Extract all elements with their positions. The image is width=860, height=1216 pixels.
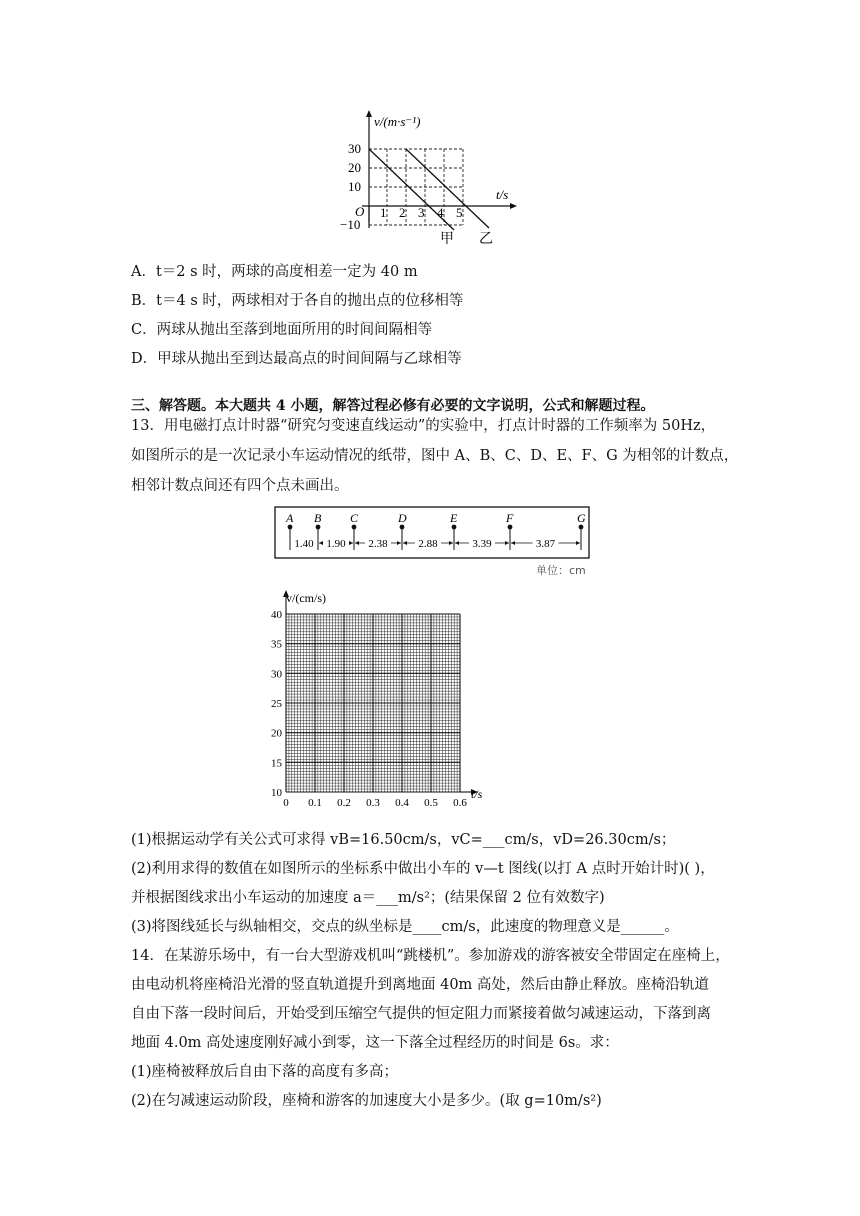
vt-y-label: v/(m·s⁻¹) [374, 114, 421, 129]
vt-chart [336, 104, 536, 250]
tape-distance: 2.88 [418, 538, 438, 550]
tape-unit: 单位：cm [536, 564, 586, 577]
series-jia-label: 甲 [440, 232, 454, 247]
grid-y-tick: 35 [271, 638, 282, 651]
tape-arrow [319, 541, 323, 545]
vt-x-arrow [510, 203, 517, 209]
option-a: A．t＝2 s 时，两球的高度相差一定为 40 m [131, 264, 418, 280]
q13-line: 如图所示的是一次记录小车运动情况的纸带，图中 A、B、C、D、E、F、G 为相邻的计数点， [131, 448, 739, 464]
grid-x-label: t/s [471, 787, 483, 801]
grid-x-tick: 0.5 [424, 797, 438, 809]
grid-x-tick: 0 [283, 797, 289, 809]
tape-distance: 1.90 [326, 538, 346, 550]
grid-x-tick: 0.6 [453, 797, 467, 809]
q13-sub-2: (2)利用求得的数值在如图所示的坐标系中做出小车的 v—t 图线(以打 A 点时开始计时)( )， [131, 861, 715, 877]
tape-point-label: F [506, 511, 514, 525]
tape-distance: 1.40 [294, 538, 314, 550]
grid-y-label: v/(cm/s) [286, 591, 326, 605]
option-c: C．两球从抛出至落到地面所用的时间间隔相等 [131, 322, 433, 338]
grid-y-tick: 25 [271, 698, 282, 710]
tape-arrow [449, 541, 453, 545]
option-d: D．甲球从抛出至到达最高点的时间间隔与乙球相等 [131, 351, 462, 367]
grid-y-tick: 20 [271, 727, 282, 740]
vt-x-label: t/s [496, 187, 509, 202]
q13-line: 相邻计数点间还有四个点未画出。 [131, 478, 349, 494]
grid-y-tick: 30 [271, 668, 282, 681]
tape-point-label: B [314, 511, 322, 525]
q14-line: 14．在某游乐场中，有一台大型游戏机叫“跳楼机”。参加游戏的游客被安全带固定在座椅上， [131, 948, 730, 964]
grid-x-tick: 0.3 [366, 797, 380, 809]
tape-arrow [505, 541, 509, 545]
grid-x-tick: 0.2 [337, 797, 351, 809]
tape-distance: 3.39 [472, 538, 492, 550]
paper-tape-figure [274, 506, 594, 580]
vt-y-tick: 10 [348, 179, 361, 194]
tape-arrow [455, 541, 459, 545]
tape-arrow [355, 541, 359, 545]
vt-origin: O [355, 204, 365, 219]
tape-point-label: G [577, 511, 586, 525]
section-heading: 三、解答题。本大题共 4 小题，解答过程必修有必要的文字说明，公式和解题过程。 [131, 398, 655, 414]
option-b: B．t＝4 s 时，两球相对于各自的抛出点的位移相等 [131, 293, 464, 309]
q14-line: 自由下落一段时间后，开始受到压缩空气提供的恒定阻力而紧接着做匀减速运动，下落到离 [131, 1006, 711, 1022]
grid-y-tick: 10 [271, 787, 282, 799]
vt-y-tick: 20 [348, 160, 361, 175]
q14-line: 由电动机将座椅沿光滑的竖直轨道提升到离地面 40m 高处，然后由静止释放。座椅沿轨道 [131, 977, 709, 993]
vt-x-tick: 2 [399, 205, 406, 220]
q14-line: 地面 4.0m 高处速度刚好减小到零，这一下落全过程经历的时间是 6s。求： [131, 1035, 619, 1051]
tape-point-label: E [450, 511, 458, 525]
q13-sub-3: (3)将图线延长与纵轴相交，交点的纵坐标是____cm/s，此速度的物理意义是______。 [131, 919, 679, 935]
vt-y-arrow [366, 110, 372, 117]
grid-y-tick: 15 [271, 757, 282, 770]
grid-x-tick: 0.4 [395, 797, 409, 809]
vt-x-tick: 4 [437, 205, 444, 220]
tape-border [275, 507, 589, 558]
vt-x-tick: 3 [418, 205, 425, 220]
tape-arrow [576, 541, 580, 545]
vt-y-tick: −10 [340, 217, 361, 232]
tape-point-label: D [398, 511, 407, 525]
tape-point-label: A [286, 511, 294, 525]
tape-arrow [511, 541, 515, 545]
vt-x-tick: 5 [456, 205, 463, 220]
q14-sub-1: (1)座椅被释放后自由下落的高度有多高； [131, 1064, 399, 1080]
q13-sub-2b: 并根据图线求出小车运动的加速度 a＝___m/s²；(结果保留 2 位有效数字) [131, 890, 605, 906]
vt-x-tick: 1 [380, 205, 387, 220]
q14-sub-2: (2)在匀减速运动阶段，座椅和游客的加速度大小是多少。(取 g=10m/s²) [131, 1093, 602, 1109]
q13-line: 13．用电磁打点计时器“研究匀变速直线运动”的实验中，打点计时器的工作频率为 50Hz， [131, 418, 716, 434]
grid-y-tick: 40 [271, 609, 282, 621]
tape-arrow [397, 541, 401, 545]
vt-grid-chart [262, 586, 494, 810]
tape-arrow [349, 541, 353, 545]
series-yi-label: 乙 [479, 232, 493, 247]
tape-distance: 2.38 [368, 538, 388, 550]
tape-distance: 3.87 [535, 538, 556, 550]
vt-y-tick: 30 [348, 141, 361, 156]
tape-arrow [403, 541, 407, 545]
q13-sub-1: (1)根据运动学有关公式可求得 vB=16.50cm/s，vC=___cm/s，vD=26.30cm/s； [131, 832, 676, 848]
grid-x-tick: 0.1 [308, 797, 322, 809]
tape-point-label: C [350, 511, 359, 525]
